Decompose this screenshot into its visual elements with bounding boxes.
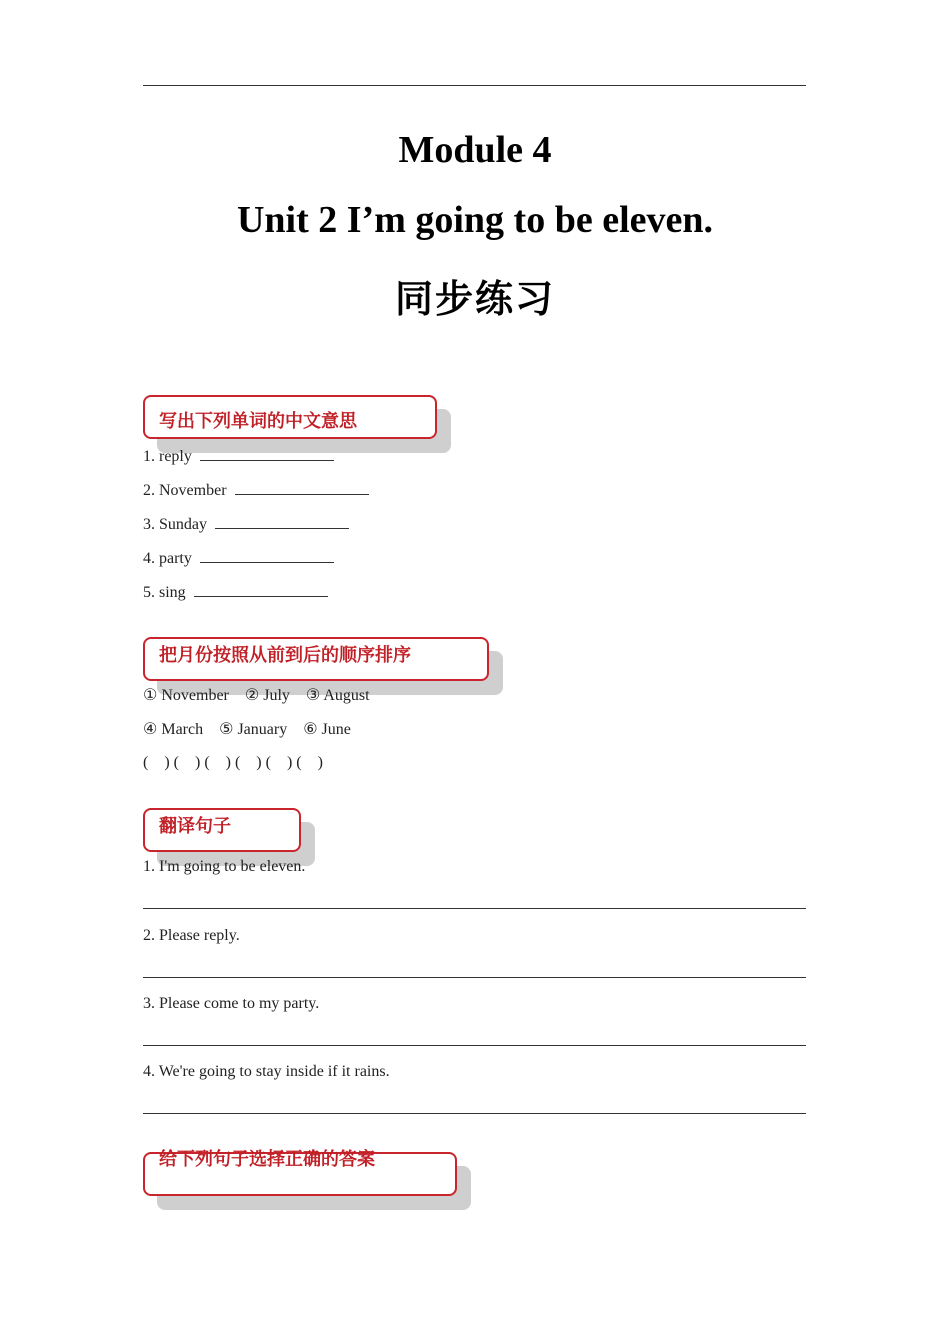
section-heading-frame [143,808,301,852]
vocab-item: 2. November [143,480,369,500]
vocab-item: 4. party [143,548,334,568]
unit-title: Unit 2 I’m going to be eleven. [236,199,714,241]
header-rule [143,85,806,86]
months-row-2: ④ March ⑤ January ⑥ June [143,721,351,738]
translate-item: 2. Please reply. [143,927,240,944]
answer-line[interactable] [143,908,806,909]
vocab-item: 1. reply [143,446,334,466]
answer-line[interactable] [143,1113,806,1114]
vocab-item: 3. Sunday [143,514,349,534]
vocab-item: 5. sing [143,582,328,602]
section-heading-choice [143,1149,471,1212]
section-heading-label: 把月份按照从前到后的顺序排序 [159,645,411,666]
exercise-subtitle: 同步练习 [394,277,555,321]
order-answer-brackets[interactable]: ( ) ( ) ( ) ( ) ( ) ( ) [143,754,323,771]
answer-line[interactable] [143,1045,806,1046]
section-heading-label: 翻译句子 [159,816,231,837]
answer-blank[interactable] [215,514,349,529]
translate-item: 1. I'm going to be eleven. [143,858,306,875]
answer-blank[interactable] [200,446,334,461]
months-row-1: ① November ② July ③ August [143,687,370,704]
section-heading-label: 写出下列单词的中文意思 [159,411,357,432]
section-heading-frame [143,637,489,681]
translate-item: 4. We're going to stay inside if it rains. [143,1063,390,1080]
answer-line[interactable] [143,977,806,978]
section-heading-label: 给下列句子选择正确的答案 [159,1149,375,1170]
answer-blank[interactable] [200,548,334,563]
translate-item: 3. Please come to my party. [143,995,320,1012]
module-title: Module 4 [398,129,552,171]
answer-blank[interactable] [235,480,369,495]
answer-blank[interactable] [194,582,328,597]
section-heading-frame [143,1149,457,1196]
section-heading-frame [143,395,437,439]
